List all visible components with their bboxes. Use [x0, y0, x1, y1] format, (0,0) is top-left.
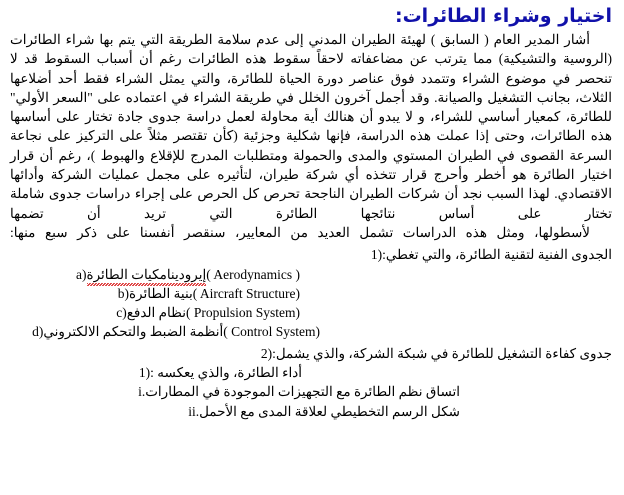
list-item [10, 265, 612, 284]
paragraph-line: "السعر الأولي" للطائرة، كمعيار أساسي للشراء، و لا يبدو أن هنالك أية محاولة لعمل دراسة جدوى جادة [10, 89, 613, 125]
paragraph-line: للإقلاع والهبوط )، رغم أن قرار اختيار الطائرة هو أخطر وأحرج قرار تتخذه أي شركة طيران، لتأثيره [10, 147, 612, 183]
list-subitem-term: ( Propulsion System) [185, 305, 300, 321]
list-subitem-label: إيرودينامكيات الطائرة [87, 265, 207, 284]
list-subsubitem-marker: i. [138, 384, 146, 400]
list-subitem-marker: a) [76, 266, 87, 282]
list-subitem-term: ( Aircraft Structure) [192, 285, 300, 301]
list-subitem-marker: c) [116, 305, 127, 321]
list-subsubitem-marker: ii. [188, 403, 200, 419]
list-item [10, 303, 612, 322]
list-subsubitem-label: اتساق نظم الطائرة مع التجهيزات الموجودة في المطارات [145, 384, 460, 400]
list-item-label: الجدوى الفنية لتقنية الطائرة، والتي تغطي: [382, 247, 612, 263]
criteria-list [10, 245, 612, 421]
paragraph-line: لأسطولها، ومثل هذه الدراسات تشمل العديد من المعايير، سنقصر أنفسنا على ذكر سبع منها: [10, 224, 590, 240]
list-item [10, 284, 612, 303]
paragraph-line: أضلاعها الثلاث، بجانب التشغيل والصيانة. وقد أجمل آخرون الخلل في طريقة الشراء في اعتماده على [10, 70, 613, 105]
list-item [10, 322, 612, 341]
paragraph-line: على التركيز على نجاعة السرعة القصوى في الطيران المستوي والمدى والحمولة ومتطلبات المدرج [10, 128, 612, 163]
list-subsubitem-label: شكل الرسم التخطيطي لعلاقة المدى مع الأحمل [199, 403, 460, 419]
paragraph-line: أشار المدير العام ( السابق ) لهيئة الطيران المدني إلى عدم سلامة الطريقة التي يتم بها شراء الطائرات [10, 32, 590, 47]
paragraph-line: الحرص على إجراء دراسات جدوى شاملة تختار على أساس نتائجها الطائرة التي تريد أن تضمها [10, 186, 612, 221]
list-subitem-marker: 1) [138, 365, 151, 381]
paragraph-line: تختار على أساسها هذه الطائرات، وحتى إذا عملت هذه الدراسة، فإنها شكلية وجزئية (كأن تقتصر مثلاً [10, 109, 612, 144]
body-paragraph [10, 30, 612, 242]
list-subitem-label: بنية الطائرة [128, 285, 193, 301]
page-title: اختيار وشراء الطائرات: [394, 5, 612, 27]
paragraph-line: تنحصر في موضوع الشراء وتتمدد فوق عناصر دورة الحياة للطائرة، والتي يمثل الشراء فقط أحد [57, 70, 612, 86]
list-subitem-term: ( Control System) [223, 324, 320, 340]
list-item [10, 344, 612, 363]
list-item-label: جدوى كفاءة التشغيل للطائرة في شبكة الشركة، والذي يشمل: [272, 345, 612, 361]
list-subitem-marker: d) [32, 324, 44, 340]
list-item [10, 382, 612, 401]
list-item [10, 363, 612, 382]
list-item [10, 402, 612, 421]
paragraph-line: (الروسية والتشيكية) مما يترتب عن مضاعفاته لاحقاً سقوط هذه الطائرات رغم أن أسباب السقوط قد لا [10, 51, 612, 67]
list-item-marker: 1) [370, 247, 383, 263]
list-item [10, 245, 612, 264]
list-subitem-marker: b) [117, 285, 129, 301]
list-subitem-label: أنظمة الضبط والتحكم الالكتروني [43, 324, 224, 340]
list-subitem-label: أداء الطائرة، والذي يعكسه : [150, 365, 302, 381]
paragraph-line: على مجمل عمليات الشركة وأدائها الاقتصادي. لهذا السبب نجد أن شركات الطيران الناجحة تحرص كل [10, 167, 612, 202]
list-subitem-label: نظام الدفع [126, 305, 186, 321]
list-item-marker: 2) [260, 345, 273, 361]
list-subitem-term: ( Aerodynamics ) [206, 266, 300, 282]
